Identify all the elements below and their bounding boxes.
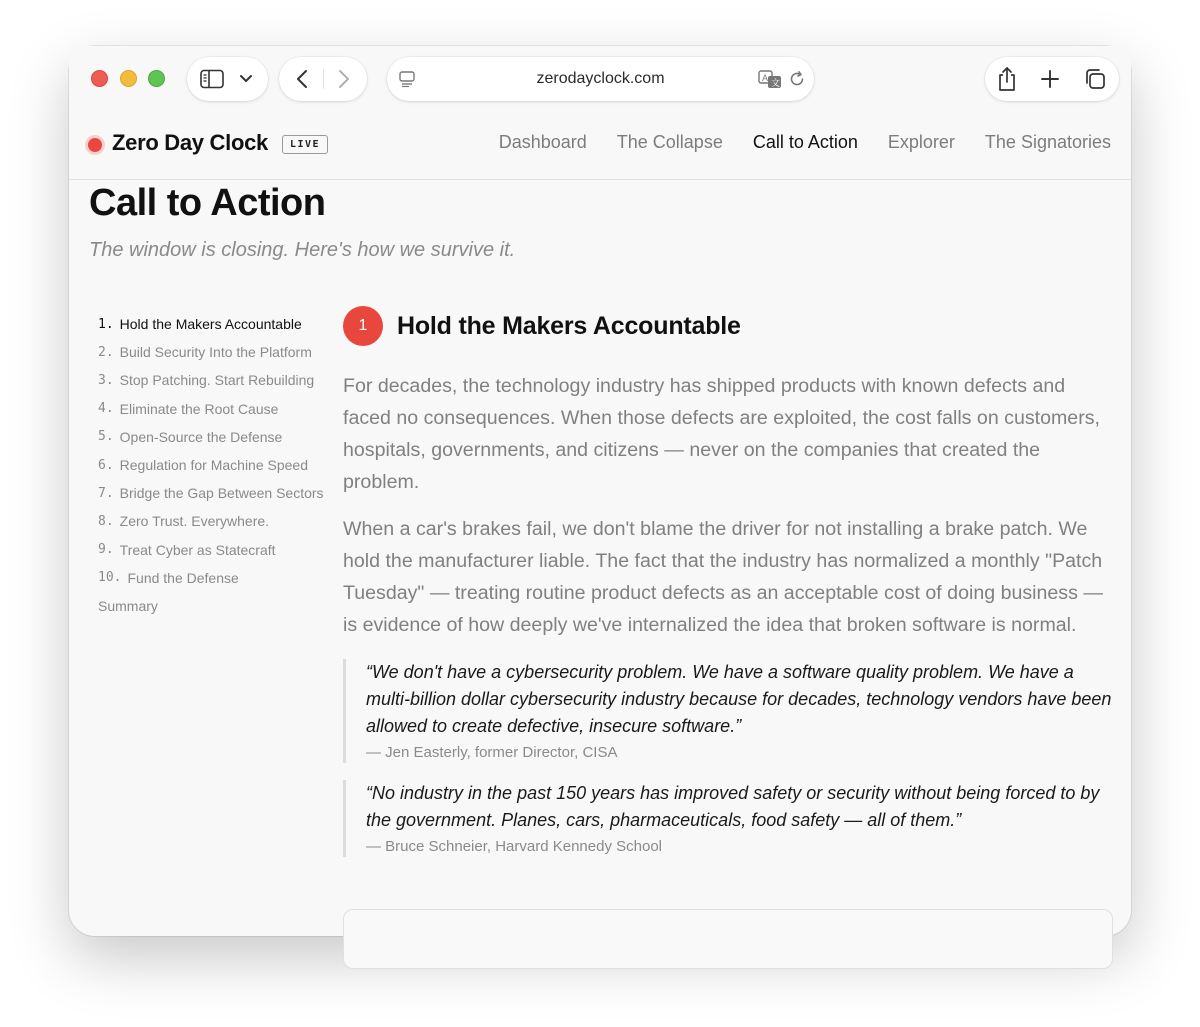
translate-icon[interactable] <box>757 68 783 90</box>
zoom-window-button[interactable] <box>148 70 165 87</box>
browser-actions-group <box>985 57 1119 101</box>
page-title: Call to Action <box>89 182 326 224</box>
toc-number: 8. <box>98 513 114 529</box>
toc-label: Stop Patching. Start Rebuilding <box>119 372 315 389</box>
sidebar-toggle-group <box>187 57 268 101</box>
nav-the-signatories[interactable]: The Signatories <box>984 132 1111 152</box>
section-number-badge: 1 <box>343 306 383 346</box>
nav-explorer[interactable]: Explorer <box>887 132 955 152</box>
toc-item-9[interactable] <box>98 536 298 564</box>
toc-number: 6. <box>98 457 114 473</box>
site-header <box>69 116 1131 180</box>
toc-item-4[interactable] <box>98 395 298 423</box>
reload-icon[interactable] <box>787 69 807 89</box>
toc-number: 5. <box>98 429 114 445</box>
section-content <box>343 304 1113 857</box>
toc-label: Summary <box>98 597 158 614</box>
toc-item-3[interactable] <box>98 366 315 394</box>
quote-attribution: — Bruce Schneier, Harvard Kennedy School <box>366 838 662 855</box>
divider <box>323 69 324 89</box>
toc-number: 2. <box>98 344 114 360</box>
chevron-down-icon[interactable] <box>237 71 255 87</box>
quote-block <box>343 659 1113 763</box>
quote-attribution: — Jen Easterly, former Director, CISA <box>366 744 618 761</box>
share-icon[interactable] <box>995 65 1019 93</box>
toc-item-1[interactable] <box>98 310 302 338</box>
new-tab-icon[interactable] <box>1039 68 1061 90</box>
toc-number: 1. <box>98 316 114 332</box>
quote-text: “We don't have a cybersecurity problem. We have a software quality problem. We have a multi-billion dollar cybersecurity industry because for decades, technology vendors have been allowed to create defective, insecure software.” <box>366 662 1112 736</box>
browser-toolbar <box>69 46 1131 116</box>
toc-item-10[interactable] <box>98 564 298 592</box>
svg-text:A: A <box>762 73 769 83</box>
browser-window <box>69 46 1131 936</box>
table-of-contents <box>98 310 324 620</box>
callout-card <box>343 909 1113 969</box>
svg-text:文: 文 <box>771 78 781 88</box>
live-badge: LIVE <box>282 135 328 154</box>
forward-arrow-icon[interactable] <box>333 67 355 91</box>
back-arrow-icon[interactable] <box>291 67 313 91</box>
toc-number: 4. <box>98 401 114 417</box>
toc-number: 9. <box>98 542 114 558</box>
toc-item-summary[interactable] <box>98 592 298 620</box>
toc-label: Build Security Into the Platform <box>119 344 312 361</box>
toc-number: 7. <box>98 485 114 501</box>
toc-label: Eliminate the Root Cause <box>119 400 279 417</box>
toc-item-7[interactable] <box>98 479 324 507</box>
toc-label: Zero Trust. Everywhere. <box>119 513 270 530</box>
toc-label: Regulation for Machine Speed <box>119 457 308 474</box>
url-text: zerodayclock.com <box>536 70 665 87</box>
tab-overview-icon[interactable] <box>1083 67 1107 91</box>
toc-item-8[interactable] <box>98 507 298 535</box>
main-nav <box>499 132 1111 153</box>
site-logo[interactable]: Zero Day Clock <box>112 130 268 155</box>
quote-block <box>343 780 1113 857</box>
toc-item-2[interactable] <box>98 338 312 366</box>
section-paragraph: For decades, the technology industry has shipped products with known defects and faced no consequences. When those defects are exploited, the cost falls on customers, hospitals, governments, and citizens — never on the companies that created the problem. <box>343 375 1100 493</box>
address-bar[interactable] <box>387 57 814 101</box>
toc-item-5[interactable] <box>98 423 298 451</box>
page-menu-icon[interactable] <box>397 69 417 89</box>
nav-the-collapse[interactable]: The Collapse <box>616 132 723 152</box>
toc-label: Bridge the Gap Between Sectors <box>119 485 324 502</box>
live-indicator-dot <box>88 138 102 152</box>
toc-number: 3. <box>98 372 114 388</box>
toc-label: Treat Cyber as Statecraft <box>119 541 276 558</box>
minimize-window-button[interactable] <box>120 70 137 87</box>
toc-label: Fund the Defense <box>127 569 239 586</box>
history-nav-group <box>279 57 367 101</box>
section-paragraph: When a car's brakes fail, we don't blame the driver for not installing a brake patch. We hold the manufacturer liable. The fact that the industry has normalized a monthly "Patch Tuesday" — treating routine product defects as an acceptable cost of doing business — is evidence of how deeply we've internalized the idea that broken software is normal. <box>343 518 1103 636</box>
toc-label: Open-Source the Defense <box>119 428 283 445</box>
toc-item-6[interactable] <box>98 451 308 479</box>
section-title: Hold the Makers Accountable <box>397 311 741 340</box>
toc-label: Hold the Makers Accountable <box>119 316 302 333</box>
nav-dashboard[interactable]: Dashboard <box>498 132 587 152</box>
close-window-button[interactable] <box>91 70 108 87</box>
section-header <box>343 304 1113 348</box>
quote-text: “No industry in the past 150 years has improved safety or security without being forced to by the government. Planes, cars, pharmaceuticals, food safety — all of them.” <box>366 783 1100 830</box>
nav-call-to-action[interactable]: Call to Action <box>752 132 858 152</box>
sidebar-icon[interactable] <box>199 67 225 91</box>
page-subtitle: The window is closing. Here's how we survive it. <box>89 239 516 261</box>
toc-number: 10. <box>98 570 122 586</box>
